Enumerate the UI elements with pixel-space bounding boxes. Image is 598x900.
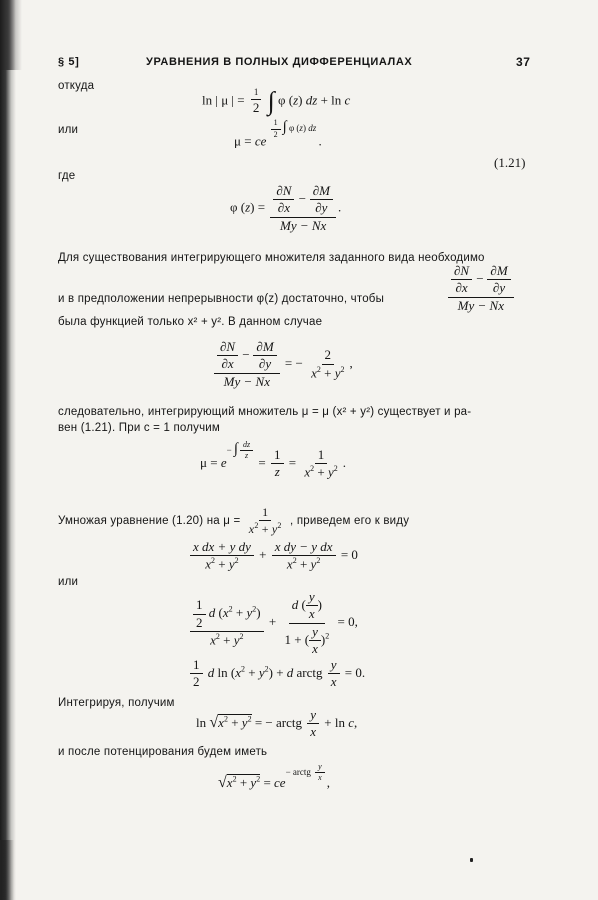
equation-integrated: $\ln √x^2 + y^2$ = − arctg $\frac{y}{x}$ + ln c,	[196, 707, 358, 740]
equation-form-1: $\frac{\text{x dx + y dy}}{x^2 + y^2}$ + $\frac{\text{x dy − y dx}}{x^2 + y^2}$ = 0	[188, 540, 358, 572]
page-number: 37	[516, 55, 531, 69]
condition-fraction: $\frac{\partial N}{\partial x}$ − $\frac{\partial M}{\partial y}$ My − Nx	[446, 264, 516, 313]
scan-shadow-top-left	[0, 0, 22, 70]
word-integrating: Интегрируя, получим	[58, 697, 175, 709]
word-where: где	[58, 170, 76, 182]
equation-ln-mu: ln | μ | = $\frac{1}{2}$ ∫ φ (z) dz + ln c	[202, 86, 351, 116]
equation-mu: μ = ce $^{\frac{1}{2} \int \varphi (z) dz}$ .	[234, 118, 322, 149]
equation-case: $\frac{\partial N}{\partial x}$ − $\frac{\partial M}{\partial y}$ My − Nx = − $\frac{2}{x^2 + y^2}$ ,	[212, 340, 353, 389]
ink-speck	[470, 858, 473, 862]
equation-form-3: $\frac{1}{2}$ d $\ln (x^2 + y^2) + d$ arctg $\frac{y}{x}$ = 0.	[188, 658, 365, 690]
equation-mu-result: $\mu = e^{- \int \frac{dz}{z}}$ = $\frac{1}{z}$ = $\frac{1}{x^2 + y^2}$ .	[200, 439, 346, 480]
paragraph-line-6-start: Умножая уравнение (1.20) на μ =	[58, 515, 241, 528]
paragraph-line-6: Умножая уравнение (1.20) на μ = $\frac{1}{x^2 + y^2}$ , приведем его к виду	[58, 505, 410, 537]
equation-phi: φ (z) = $\frac{\partial N}{\partial x}$ − $\frac{\partial M}{\partial y}$ My − Nx .	[230, 183, 342, 233]
paragraph-after-potentiating: и после потенцирования будем иметь	[58, 746, 268, 758]
scan-shadow-bottom-left	[0, 840, 14, 900]
paragraph-line-4: следовательно, интегрирующий множитель μ = μ (x² + y²) существует и ра-	[58, 406, 472, 418]
paragraph-line-2: и в предположении непрерывности φ(z) достаточно, чтобы	[58, 293, 385, 305]
running-title: УРАВНЕНИЯ В ПОЛНЫХ ДИФФЕРЕНЦИАЛАХ	[146, 56, 413, 68]
equation-form-2: $\frac{1}{2}$ d $(x^2 + y^2)$ $x^2 + y^2$ + d ( $\frac{y}{x}$ ) 1 + ( $\frac{y}{x}$ )$^2$ = 0,	[188, 590, 358, 656]
scan-shadow-left	[0, 0, 16, 900]
paragraph-line-1: Для существования интегрирующего множителя заданного вида необходимо	[58, 252, 485, 264]
paragraph-line-6-end: , приведем его к виду	[290, 515, 410, 528]
paragraph-line-5: вен (1.21). При c = 1 получим	[58, 422, 221, 434]
paragraph-line-3: была функцией только x² + y². В данном случае	[58, 316, 323, 328]
equation-label-1-21: (1.21)	[494, 155, 526, 170]
word-or-1: или	[58, 124, 79, 136]
equation-final: $√x^2 + y^2 = ce^{- arctg \frac{y}{x}}$ ,	[218, 761, 330, 791]
section-mark: § 5]	[58, 56, 80, 68]
word-whence: откуда	[58, 80, 95, 92]
word-or-2: или	[58, 576, 79, 588]
